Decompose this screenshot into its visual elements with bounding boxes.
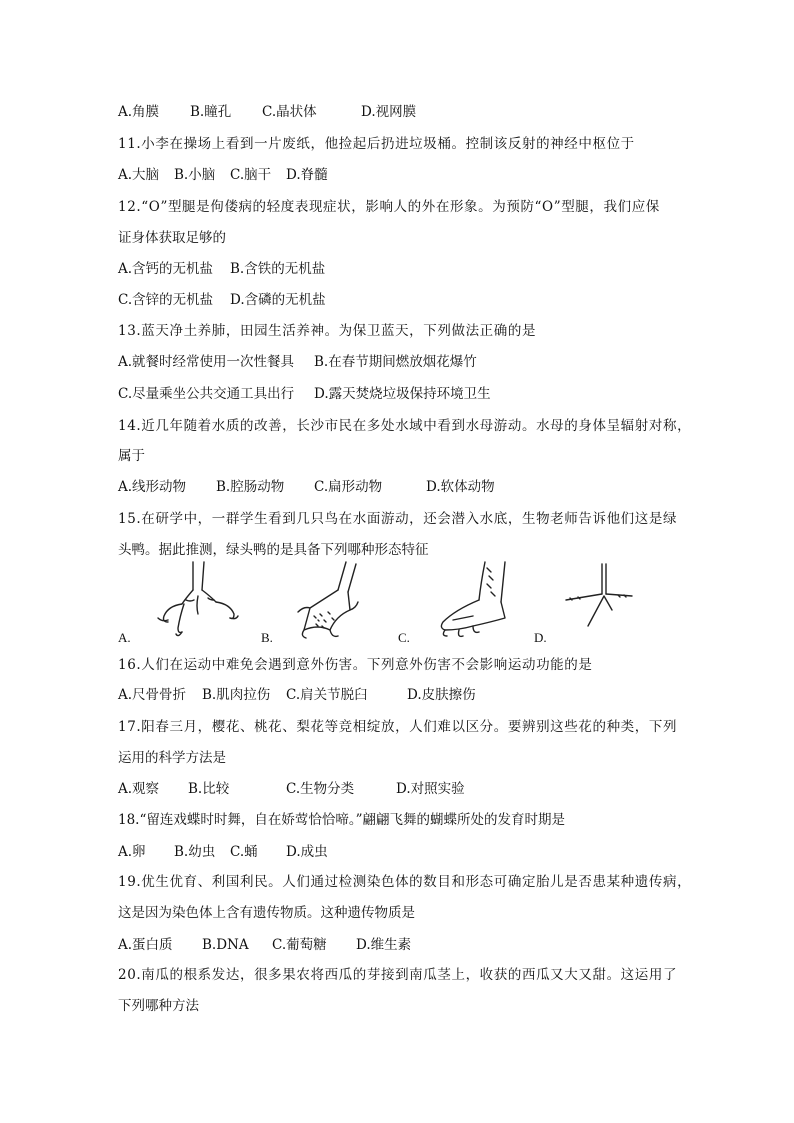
q19-stem-line1: 19.优生优育、利国利民。人们通过检测染色体的数目和形态可确定胎儿是否患某种遗传病， xyxy=(118,874,692,890)
q14-option-b: B.腔肠动物 xyxy=(216,479,285,495)
q16-options xyxy=(118,686,476,704)
bird-foot-b-icon xyxy=(268,560,378,650)
q11-option-a: A.大脑 xyxy=(118,167,160,183)
q20-stem-line1: 20.南瓜的根系发达，很多果农将西瓜的芽接到南瓜茎上，收获的西瓜又大又甜。这运用了 xyxy=(118,967,678,983)
q13-option-b: B.在春节期间燃放烟花爆竹 xyxy=(314,354,477,370)
q12-option-a: A.含钙的无机盐 xyxy=(118,261,214,277)
q15-stem-line1: 15.在研学中，一群学生看到几只鸟在水面游动，还会潜入水底，生物老师告诉他们这是绿 xyxy=(118,511,678,527)
q11-option-d: D.脊髓 xyxy=(286,167,328,183)
q16-option-c: C.肩关节脱臼 xyxy=(286,687,368,703)
q17-option-a: A.观察 xyxy=(118,781,160,797)
q19-options xyxy=(118,936,411,954)
q17-option-c: C.生物分类 xyxy=(286,781,355,797)
q12-option-c: C.含锌的无机盐 xyxy=(118,292,214,308)
q10-option-a: A.角膜 xyxy=(118,104,160,120)
q11-stem: 11.小李在操场上看到一片废纸，他捡起后扔进垃圾桶。控制该反射的神经中枢位于 xyxy=(118,136,635,152)
q12-option-d: D.含磷的无机盐 xyxy=(230,292,326,308)
q19-option-a: A.蛋白质 xyxy=(118,937,173,953)
q14-stem-line1: 14.近几年随着水质的改善，长沙市民在多处水域中看到水母游动。水母的身体呈辐射对称， xyxy=(118,418,692,434)
q17-options xyxy=(118,780,465,798)
q13-option-c: C.尽量乘坐公共交通工具出行 xyxy=(118,386,295,402)
q12-stem-line1: 12.“O”型腿是佝偻病的轻度表现症状，影响人的外在形象。为预防“O”型腿，我们应保 xyxy=(118,199,660,215)
q11-option-b: B.小脑 xyxy=(174,167,216,183)
q12-option-b: B.含铁的无机盐 xyxy=(230,261,326,277)
q16-option-d: D.皮肤擦伤 xyxy=(407,687,476,703)
q15-figure-label-a: A. xyxy=(118,630,131,645)
bird-foot-c-icon xyxy=(413,560,533,650)
q10-options xyxy=(118,103,416,121)
q10-option-d: D.视网膜 xyxy=(361,104,417,120)
q19-stem-line2: 这是因为染色体上含有遗传物质。这种遗传物质是 xyxy=(118,905,415,921)
q17-stem-line1: 17.阳春三月，樱花、桃花、梨花等竞相绽放，人们难以区分。要辨别这些花的种类，下列 xyxy=(118,719,678,735)
q15-figure-label-d: D. xyxy=(534,630,547,645)
q18-option-d: D.成虫 xyxy=(286,844,328,860)
q19-option-d: D.维生素 xyxy=(356,937,412,953)
q13-option-a: A.就餐时经常使用一次性餐具 xyxy=(118,354,295,370)
q19-option-c: C.葡萄糖 xyxy=(272,937,327,953)
q15-stem-line2: 头鸭。据此推测，绿头鸭的是具备下列哪种形态特征 xyxy=(118,542,429,558)
q16-option-a: A.尺骨骨折 xyxy=(118,687,187,703)
q16-option-b: B.肌肉拉伤 xyxy=(202,687,271,703)
q12-options-row1 xyxy=(118,260,325,278)
q14-option-c: C.扁形动物 xyxy=(314,479,383,495)
q18-option-b: B.幼虫 xyxy=(174,844,216,860)
bird-foot-a-icon xyxy=(138,560,248,650)
q15-figure-label-b: B. xyxy=(261,630,273,645)
q16-stem: 16.人们在运动中难免会遇到意外伤害。下列意外伤害不会影响运动功能的是 xyxy=(118,657,593,673)
q11-option-c: C.脑干 xyxy=(230,167,272,183)
q17-option-b: B.比较 xyxy=(188,781,230,797)
q14-option-a: A.线形动物 xyxy=(118,479,187,495)
q17-stem-line2: 运用的科学方法是 xyxy=(118,750,226,766)
q13-options-row2 xyxy=(118,385,491,403)
q14-option-d: D.软体动物 xyxy=(426,479,495,495)
q13-stem: 13.蓝天净土养肺，田园生活养神。为保卫蓝天，下列做法正确的是 xyxy=(118,323,537,339)
q12-stem-line2: 证身体获取足够的 xyxy=(118,230,226,246)
q20-stem-line2: 下列哪种方法 xyxy=(118,998,199,1014)
q10-option-c: C.晶状体 xyxy=(262,104,317,120)
q10-option-b: B.瞳孔 xyxy=(190,104,232,120)
q15-figure-label-c: C. xyxy=(398,630,410,645)
bird-foot-d-icon xyxy=(558,560,668,650)
q18-options xyxy=(118,843,328,861)
q14-options xyxy=(118,478,495,496)
q15-figure-row xyxy=(118,560,678,650)
q14-stem-line2: 属于 xyxy=(118,448,145,464)
q19-option-b: B.DNA xyxy=(202,937,249,953)
q18-option-a: A.卵 xyxy=(118,844,146,860)
q18-stem: 18.“留连戏蝶时时舞，自在娇莺恰恰啼。”翩翩飞舞的蝴蝶所处的发育时期是 xyxy=(118,812,566,828)
q12-options-row2 xyxy=(118,291,326,309)
q18-option-c: C.蛹 xyxy=(230,844,258,860)
q13-option-d: D.露天焚烧垃圾保持环境卫生 xyxy=(314,386,491,402)
q13-options-row1 xyxy=(118,353,477,371)
q11-options xyxy=(118,166,328,184)
q17-option-d: D.对照实验 xyxy=(396,781,465,797)
